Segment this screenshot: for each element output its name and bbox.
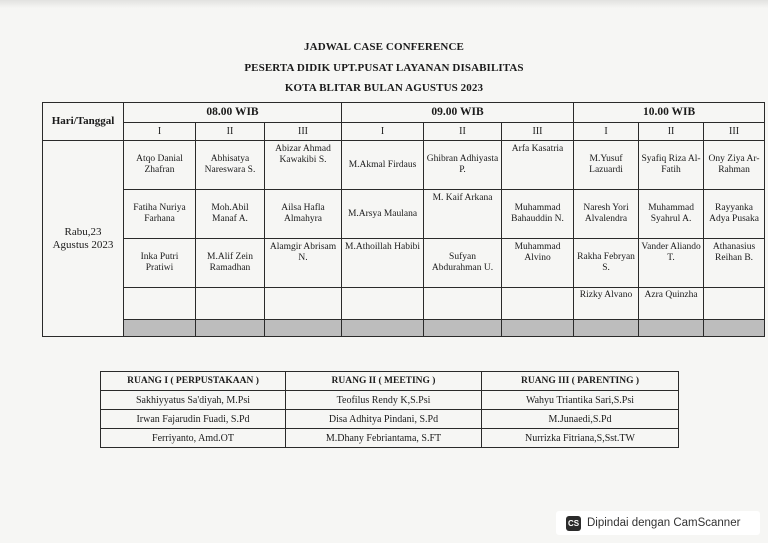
rooms-header-row [101, 372, 679, 391]
shaded-cell [424, 320, 502, 337]
participant-cell: Sufyan Abdurahman U. [424, 239, 502, 288]
participant-cell: Abizar Ahmad Kawakibi S. [265, 141, 342, 190]
participant-cell: Ailsa Hafla Almahyra [265, 190, 342, 239]
participant-cell: Rayyanka Adya Pusaka [704, 190, 765, 239]
camscanner-logo-icon: CS [566, 516, 581, 531]
session-label: II [196, 123, 265, 141]
staff-cell: Irwan Fajarudin Fuadi, S.Pd [101, 410, 286, 429]
shaded-cell [639, 320, 704, 337]
participant-cell [196, 288, 265, 320]
staff-cell: Ferriyanto, Amd.OT [101, 429, 286, 448]
shaded-cell [704, 320, 765, 337]
participant-cell: Inka Putri Pratiwi [124, 239, 196, 288]
rooms-table [100, 371, 679, 448]
participant-cell: Vander Aliando T. [639, 239, 704, 288]
participant-cell: Ghibran Adhiyasta P. [424, 141, 502, 190]
shaded-cell [574, 320, 639, 337]
staff-cell: Sakhiyyatus Sa'diyah, M.Psi [101, 391, 286, 410]
participant-cell: Muhammad Alvino [502, 239, 574, 288]
document-location-date: KOTA BLITAR BULAN AGUSTUS 2023 [284, 82, 484, 94]
session-label: III [502, 123, 574, 141]
rooms-row [101, 410, 679, 429]
participant-cell: Alamgir Abrisam N. [265, 239, 342, 288]
session-label: I [124, 123, 196, 141]
session-label: III [704, 123, 765, 141]
participant-row [43, 239, 765, 288]
participant-row [43, 141, 765, 190]
participant-cell [704, 288, 765, 320]
participant-row [43, 190, 765, 239]
participant-cell: Athanasius Reihan B. [704, 239, 765, 288]
scan-edge [0, 0, 768, 8]
participant-cell: Rakha Febryan S. [574, 239, 639, 288]
document-title: JADWAL CASE CONFERENCE [304, 41, 464, 53]
participant-cell: Arfa Kasatria [502, 141, 574, 190]
camscanner-text: Dipindai dengan CamScanner [587, 517, 741, 529]
shaded-cell [502, 320, 574, 337]
time-header-row [43, 103, 765, 123]
document-subtitle: PESERTA DIDIK UPT.PUSAT LAYANAN DISABILITAS [244, 62, 524, 74]
date-value: Agustus 2023 [52, 238, 114, 251]
rooms-row [101, 391, 679, 410]
session-label: I [574, 123, 639, 141]
participant-cell: Abhisatya Nareswara S. [196, 141, 265, 190]
staff-cell: M.Dhany Febriantama, S.FT [286, 429, 482, 448]
session-label: II [639, 123, 704, 141]
participant-cell [424, 288, 502, 320]
shaded-cell [265, 320, 342, 337]
participant-cell: M.Athoillah Habibi [342, 239, 424, 288]
shaded-row [43, 320, 765, 337]
day-date-header: Hari/Tanggal [43, 103, 124, 141]
staff-cell: Disa Adhitya Pindani, S.Pd [286, 410, 482, 429]
camscanner-watermark [556, 511, 760, 535]
staff-cell: M.Junaedi,S.Pd [482, 410, 679, 429]
staff-cell: Nurrizka Fitriana,S,Sst.TW [482, 429, 679, 448]
time-slot-1000: 10.00 WIB [574, 103, 765, 123]
shaded-cell [196, 320, 265, 337]
participant-cell: Rizky Alvano [574, 288, 639, 320]
session-label: II [424, 123, 502, 141]
rooms-row [101, 429, 679, 448]
participant-cell: Moh.Abil Manaf A. [196, 190, 265, 239]
time-slot-0900: 09.00 WIB [342, 103, 574, 123]
room-2-header: RUANG II ( MEETING ) [286, 372, 482, 391]
day-value: Rabu,23 [64, 225, 102, 238]
participant-row [43, 288, 765, 320]
participant-cell: Azra Quinzha [639, 288, 704, 320]
participant-cell: Syafiq Riza Al-Fatih [639, 141, 704, 190]
participant-cell: Ony Ziya Ar-Rahman [704, 141, 765, 190]
shaded-cell [124, 320, 196, 337]
participant-cell: Muhammad Syahrul A. [639, 190, 704, 239]
staff-cell: Teofilus Rendy K,S.Psi [286, 391, 482, 410]
participant-cell: M. Kaif Arkana [424, 190, 502, 239]
session-label: I [342, 123, 424, 141]
participant-cell: Atqo Danial Zhafran [124, 141, 196, 190]
staff-cell: Wahyu Triantika Sari,S.Psi [482, 391, 679, 410]
participant-cell: M.Alif Zein Ramadhan [196, 239, 265, 288]
day-date-cell [43, 141, 124, 337]
participant-cell: Fatiha Nuriya Farhana [124, 190, 196, 239]
session-header-row [43, 123, 765, 141]
participant-cell: M.Arsya Maulana [342, 190, 424, 239]
schedule-table [42, 102, 765, 337]
participant-cell [342, 288, 424, 320]
time-slot-0800: 08.00 WIB [124, 103, 342, 123]
room-1-header: RUANG I ( PERPUSTAKAAN ) [101, 372, 286, 391]
room-3-header: RUANG III ( PARENTING ) [482, 372, 679, 391]
participant-cell [265, 288, 342, 320]
session-label: III [265, 123, 342, 141]
participant-cell: Muhammad Bahauddin N. [502, 190, 574, 239]
participant-cell: M.Yusuf Lazuardi [574, 141, 639, 190]
participant-cell [502, 288, 574, 320]
participant-cell [124, 288, 196, 320]
shaded-cell [342, 320, 424, 337]
participant-cell: M.Akmal Firdaus [342, 141, 424, 190]
participant-cell: Naresh Yori Alvalendra [574, 190, 639, 239]
